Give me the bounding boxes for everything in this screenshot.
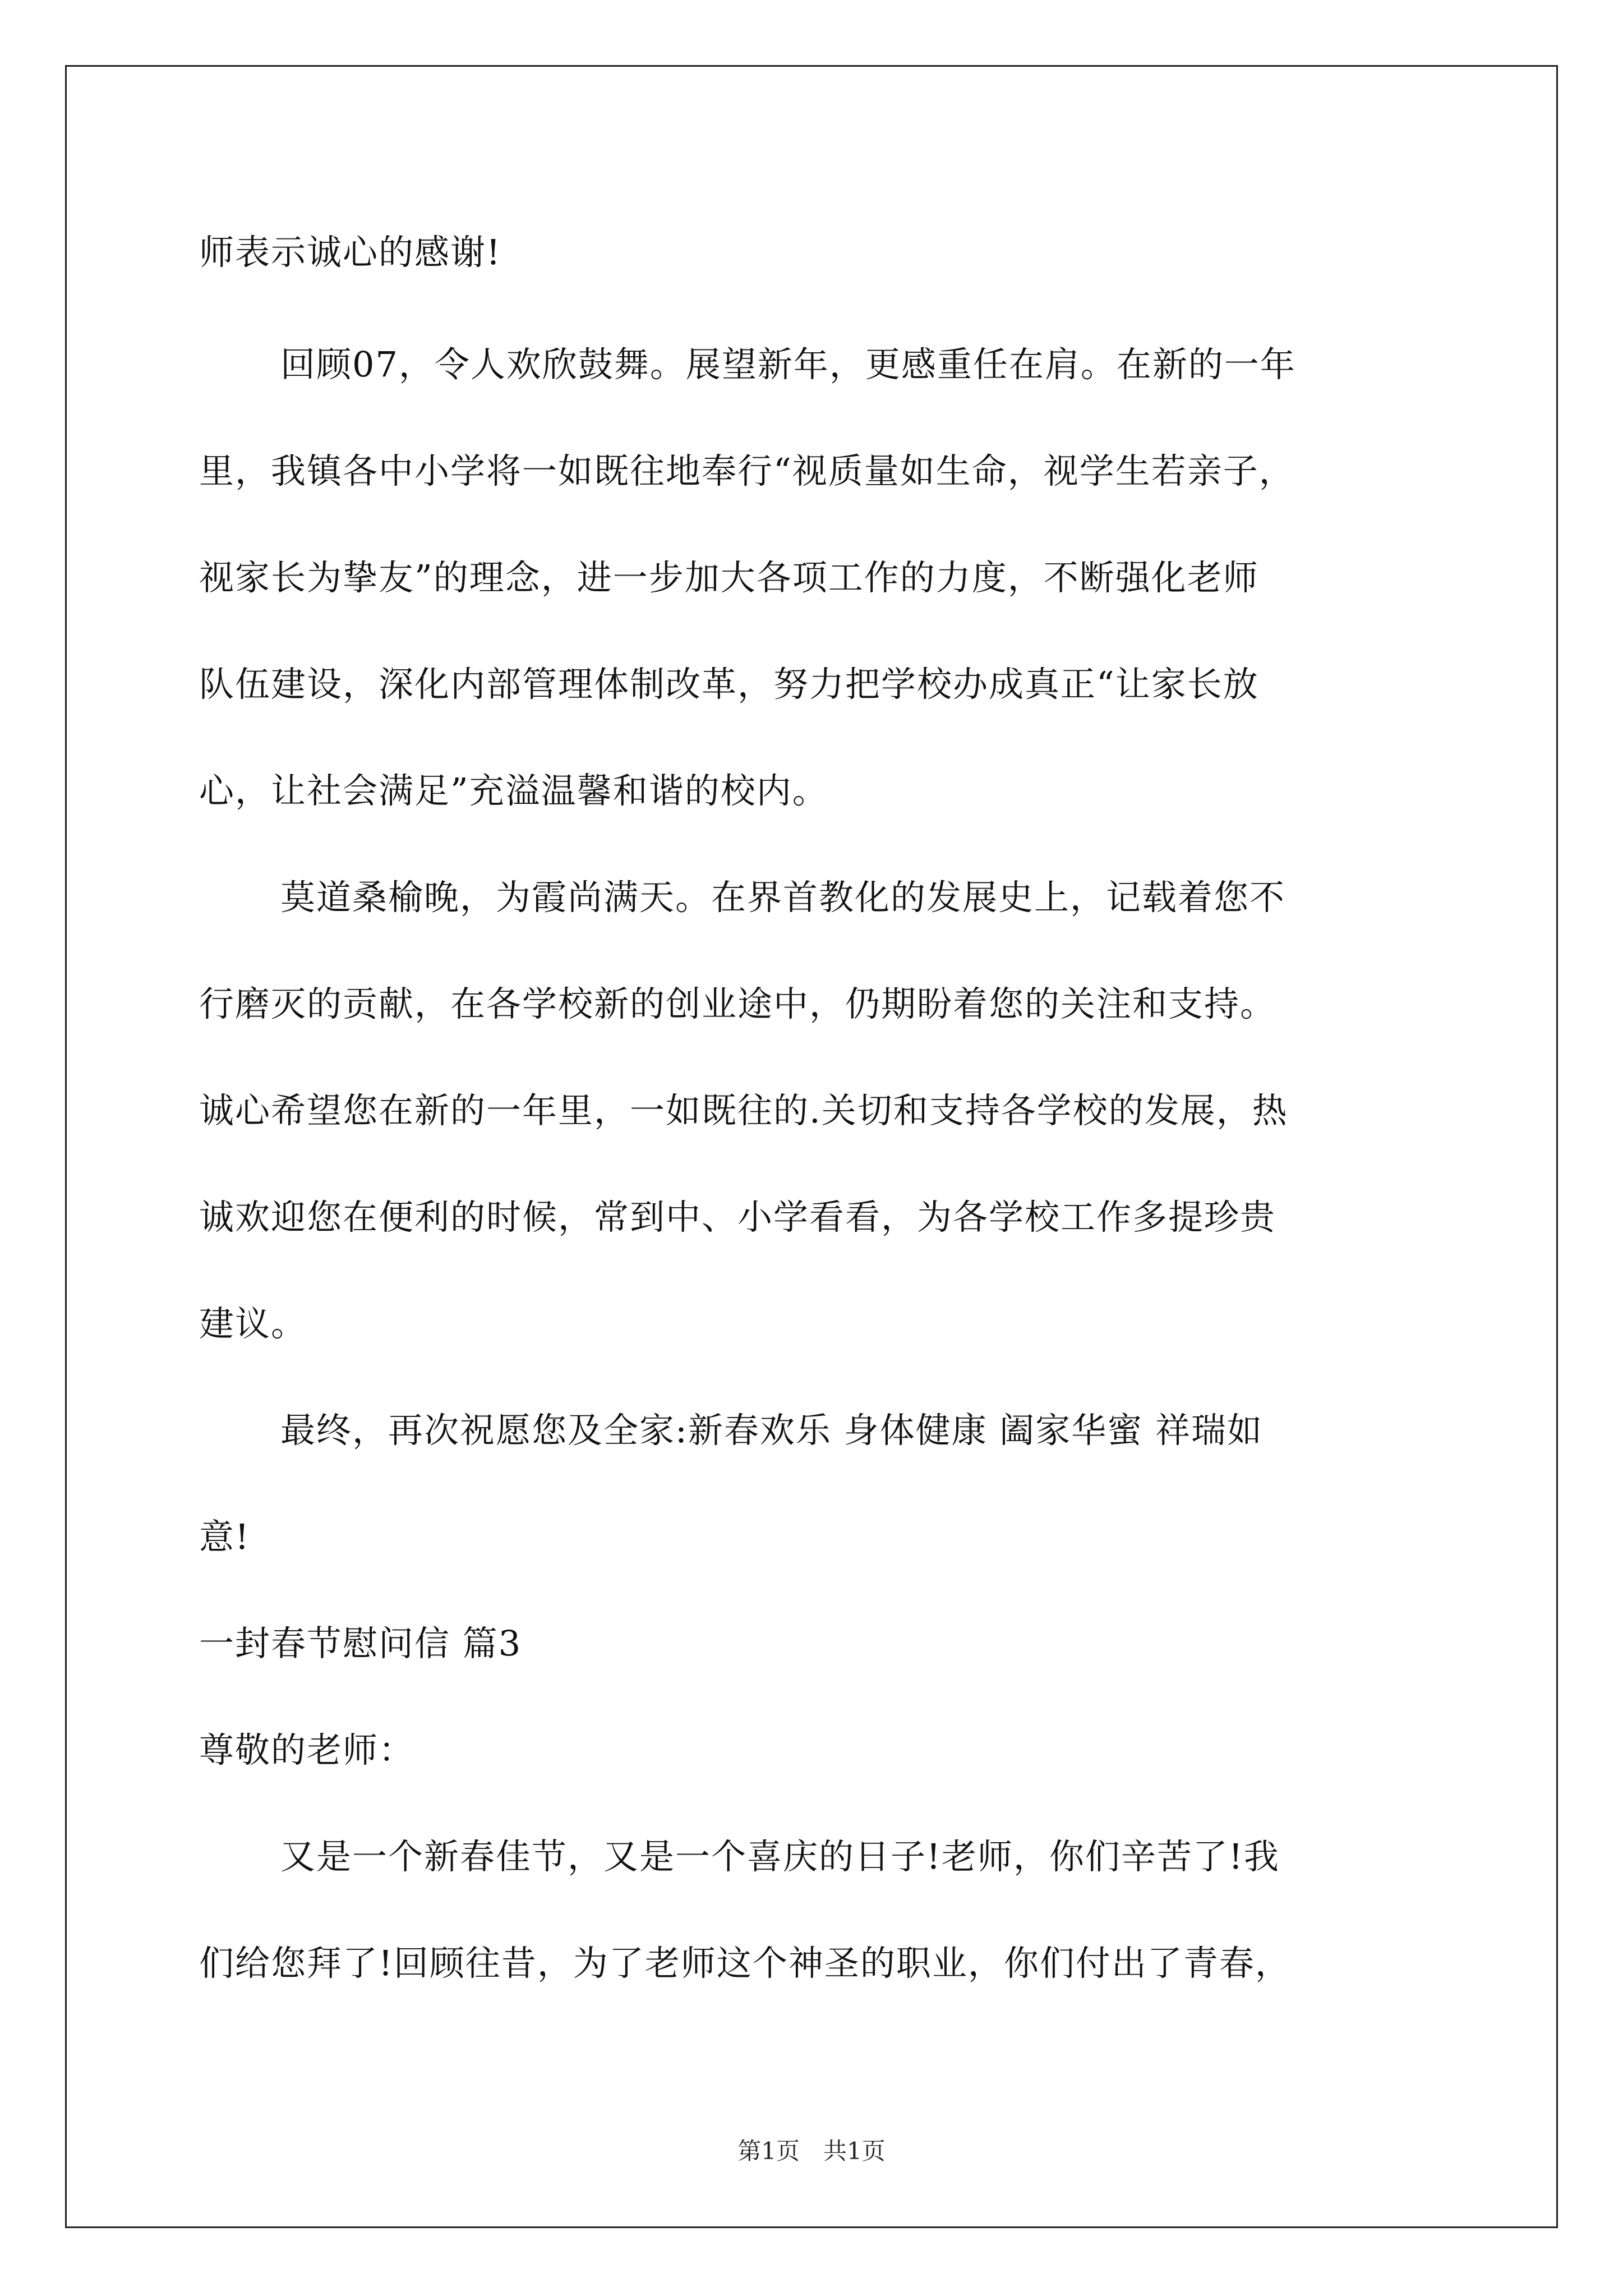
- text-line: 里，我镇各中小学将一如既往地奉行“视质量如生命，视学生若亲子，: [199, 450, 1295, 491]
- section-heading: 一封春节慰问信 篇3: [199, 1623, 522, 1664]
- text-line: 队伍建设，深化内部管理体制改革，努力把学校办成真正“让家长放: [199, 664, 1259, 705]
- text-line: 诚欢迎您在便利的时候，常到中、小学看看，为各学校工作多提珍贵: [199, 1197, 1276, 1237]
- text-line: 师表示诚心的感谢!: [199, 232, 501, 273]
- text-line: 意!: [199, 1516, 250, 1557]
- paragraph-first-line: 莫道桑榆晚，为霞尚满天。在界首教化的发展史上，记载着您不: [280, 877, 1286, 918]
- salutation: 尊敬的老师：: [199, 1729, 415, 1770]
- text-line: 行磨灭的贡献，在各学校新的创业途中，仍期盼着您的关注和支持。: [199, 983, 1276, 1024]
- paragraph-first-line: 最终，再次祝愿您及全家:新春欢乐 身体健康 阖家华蜜 祥瑞如: [280, 1410, 1264, 1451]
- page-footer: 第1页 共1页: [737, 2137, 886, 2165]
- paragraph-first-line: 回顾07，令人欢欣鼓舞。展望新年，更感重任在肩。在新的一年: [280, 344, 1296, 385]
- text-line: 视家长为挚友”的理念，进一步加大各项工作的力度，不断强化老师: [199, 557, 1259, 598]
- page-border: [65, 65, 1558, 2228]
- text-line: 心，让社会满足”充溢温馨和谐的校内。: [199, 770, 828, 811]
- text-line: 们给您拜了!回顾往昔，为了老师这个神圣的职业，你们付出了青春，: [199, 1943, 1291, 1984]
- text-line: 诚心希望您在新的一年里，一如既往的.关切和支持各学校的发展，热: [199, 1090, 1288, 1131]
- paragraph-first-line: 又是一个新春佳节，又是一个喜庆的日子!老师，你们辛苦了!我: [280, 1836, 1280, 1877]
- text-line: 建议。: [199, 1303, 307, 1344]
